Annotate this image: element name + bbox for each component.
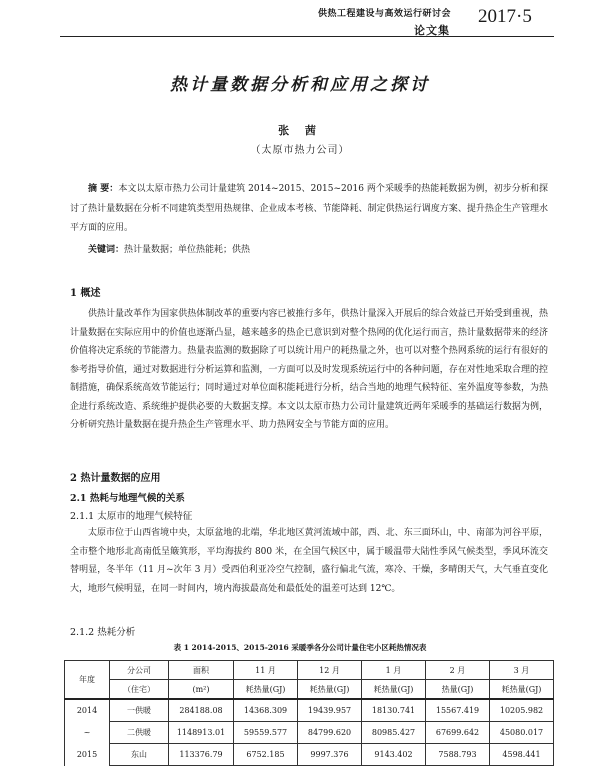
col-dec: 12 月 [298,661,362,680]
cell: 80985.427 [362,722,426,744]
section-1-heading: 1 概述 [70,288,101,299]
col-jan-unit: 耗热量(GJ) [362,680,426,700]
header-rule [60,36,554,37]
col-branch-sub: （住宅） [110,680,169,700]
cell: 19439.957 [298,699,362,722]
cell: 二供暖 [110,722,169,744]
table-header-row [65,661,554,680]
col-feb: 2 月 [426,661,490,680]
col-nov: 11 月 [234,661,298,680]
column-name: 论文集 [414,24,450,37]
col-jan: 1 月 [362,661,426,680]
keywords-label: 关键词： [88,245,125,255]
cell: 113376.79 [169,744,234,766]
cell: 15567.419 [426,699,490,722]
col-feb-unit: 热量(GJ) [426,680,490,700]
col-mar-unit: 耗热量(GJ) [490,680,554,700]
col-dec-unit: 耗热量(GJ) [298,680,362,700]
cell: 14368.309 [234,699,298,722]
cell: 45080.017 [490,722,554,744]
table-caption: 表 1 2014-2015、2015-2016 采暖季各分公司计量住宅小区耗热情况表 [173,643,427,652]
table-row [65,744,554,766]
cell: 84799.620 [298,722,362,744]
cell: 59559.577 [234,722,298,744]
section-2-heading: 2 热计量数据的应用 [70,473,161,484]
affiliation: （太原市热力公司） [250,145,350,156]
col-area: 面积 [169,661,234,680]
cell: 9143.402 [362,744,426,766]
cell: 4598.441 [490,744,554,766]
section-2-1-1-body: 太原市位于山西省境中央，太原盆地的北端，华北地区黄河流域中部，西、北、东三面环山，中、南部为河谷平原，全市整个地形北高南低呈簸箕形，平均海拔约 800 米，在全国气候区中，属于暖温带大陆性季风气候类型，季风环流交替明显，冬半年（11 月~次年 3 月）受西伯利亚冷空气控制，盛行偏北气流，寒冷、干燥，多晴朗天气，大气垂直变化大，地形气候明显，在同一时间内，境内海拔最高处和最低处的温差可达到 12℃。 [70,528,548,594]
year-cell: 2014 [65,699,110,722]
section-2-1-2-heading: 2.1.2 热耗分析 [70,627,136,638]
section-2-1-heading: 2.1 热耗与地理气候的关系 [70,493,185,504]
year-issue: 2017·5 [478,6,532,27]
heat-consumption-table [64,660,554,766]
col-mar: 3 月 [490,661,554,680]
table-row [65,699,554,722]
abstract [70,180,548,239]
year-cell: ~ [65,722,110,744]
paper-title: 热计量数据分析和应用之探讨 [170,75,430,95]
table-subheader-row [65,680,554,700]
author: 张 茜 [278,124,322,137]
cell: 一供暖 [110,699,169,722]
col-nov-unit: 耗热量(GJ) [234,680,298,700]
keywords-text: 热计量数据；单位热能耗；供热 [124,245,251,255]
section-1-body: 供热计量改革作为国家供热体制改革的重要内容已被推行多年，供热计量深入开展后的综合效益已开始受到重视，热计量数据在实际应用中的价值也逐渐凸显，越来越多的热企已意识到对整个热网的优化运行而言，热计量数据带来的经济价值将决定系统的节能潜力。热量表监测的数据除了可以统计用户的耗热量之外，也可以对整个热网系统的运行有很好的参考指导价值，通过对数据进行分析运算和监测，一方面可以及时发现系统运行中的各种问题，存在对性地采取合理的控制措施，确保系统高效节能运行；同时通过对单位面积能耗进行分析，结合当地的地理气候特征、室外温度等参数，为热企进行系统改造、系统维护提供必要的大数据支撑。本文以太原市热力公司计量建筑近两年采暖季的基础运行数据为例，分析研究热计量数据在提升热企生产管理水平、助力热网安全与节能方面的应用。 [70,309,548,430]
cell: 东山 [110,744,169,766]
cell: 284188.08 [169,699,234,722]
col-branch: 分公司 [110,661,169,680]
cell: 7588.793 [426,744,490,766]
cell: 6752.185 [234,744,298,766]
table-row [65,722,554,744]
cell: 1148913.01 [169,722,234,744]
year-cell: 2015 [65,744,110,766]
abstract-label: 摘 要： [88,184,119,194]
cell: 67699.642 [426,722,490,744]
keywords [88,242,250,255]
section-2-1-1-heading: 2.1.1 太原市的地理气候特征 [70,511,193,522]
col-year: 年度 [65,661,110,700]
col-area-unit: (m²) [169,680,234,700]
abstract-text: 本文以太原市热力公司计量建筑 2014~2015、2015~2016 两个采暖季的热能耗数据为例，初步分析和探讨了热计量数据在分析不同建筑类型用热规律、企业成本考核、节能降耗、制定供热运行调度方案、提升热企生产管理水平方面的应用。 [70,184,548,233]
cell: 18130.741 [362,699,426,722]
journal-name: 供热工程建设与高效运行研讨会 [318,9,452,19]
cell: 9997.376 [298,744,362,766]
cell: 10205.982 [490,699,554,722]
